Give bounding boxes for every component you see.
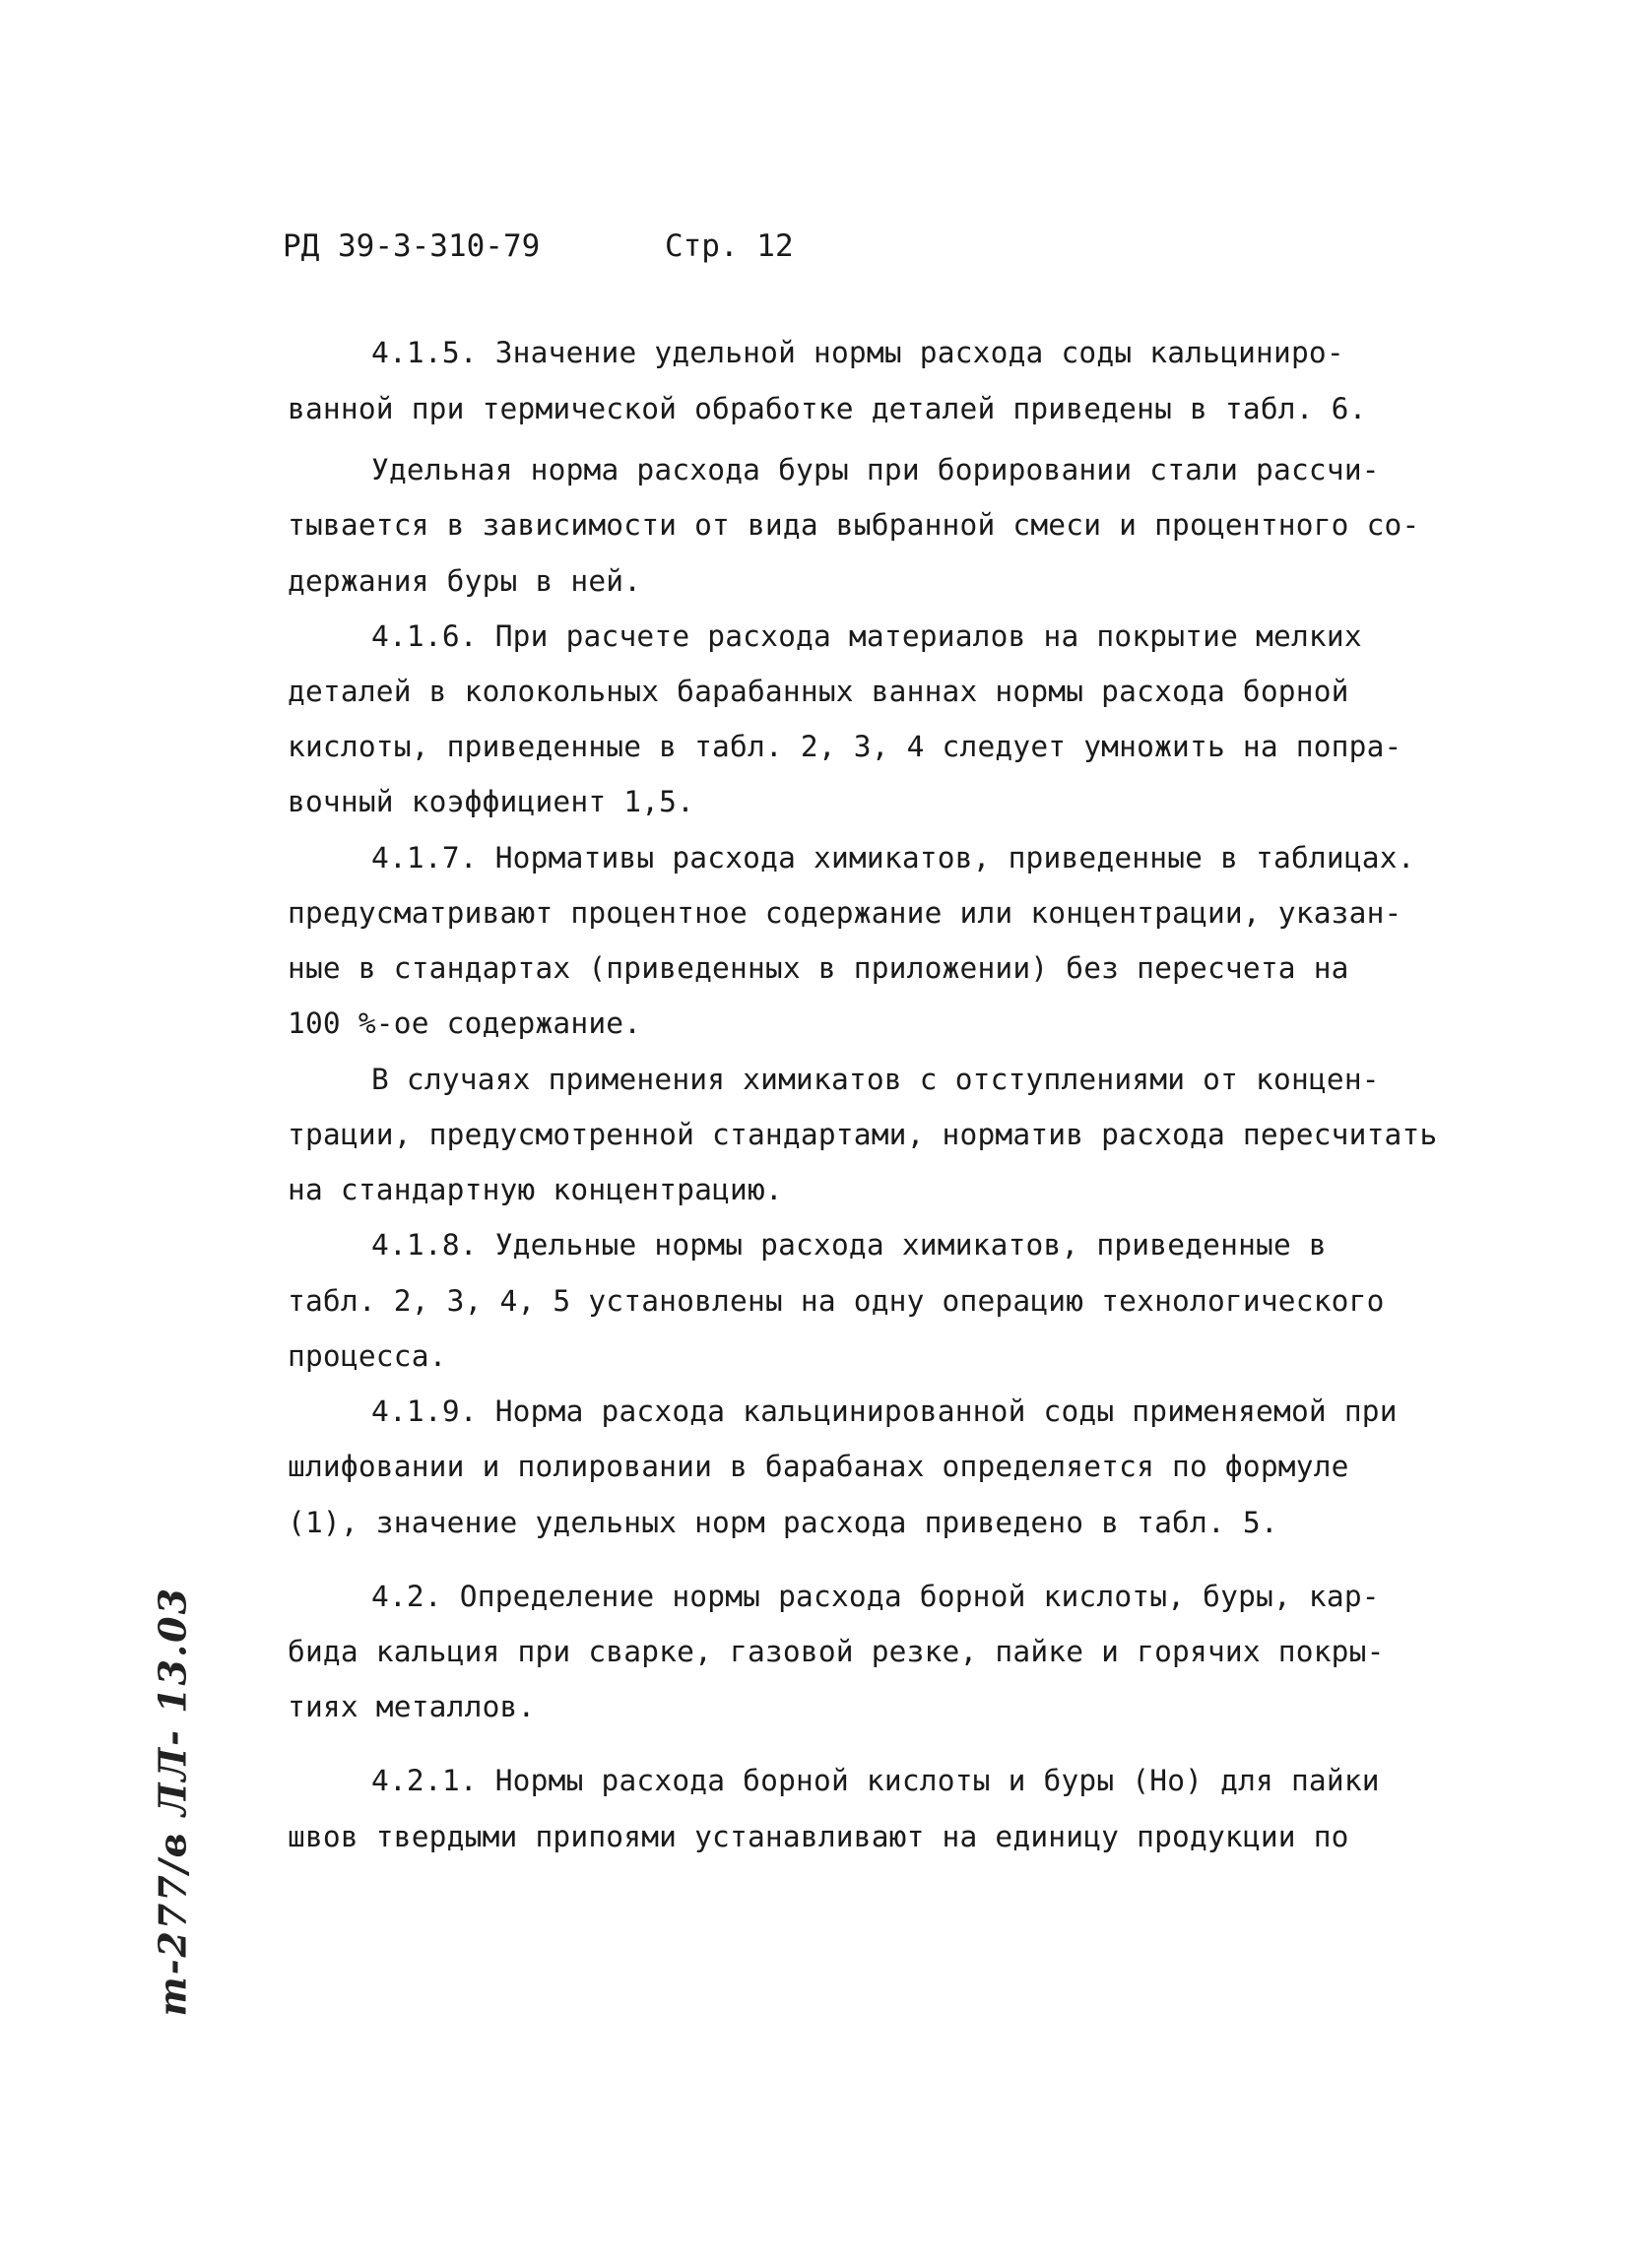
text-line: 4.1.5. Значение удельной нормы расхода соды кальциниро-	[371, 336, 1344, 369]
text-line: вочный коэффициент 1,5.	[288, 785, 695, 818]
document-code: РД 39-3-310-79	[283, 228, 541, 264]
text-line: процесса.	[288, 1339, 447, 1373]
text-line: предусматривают процентное содержание или концентрации, указан-	[288, 896, 1402, 930]
text-line: на стандартную концентрацию.	[288, 1173, 783, 1206]
text-line: 4.2. Определение нормы расхода борной кислоты, буры, кар-	[371, 1580, 1380, 1613]
text-line: деталей в колокольных барабанных ваннах нормы расхода борной	[288, 675, 1349, 708]
handwritten-mark-text: т-277/в ЛЛ- 13.03	[150, 1586, 195, 2017]
text-line: держания буры в ней.	[288, 564, 642, 598]
text-line: тывается в зависимости от вида выбранной смеси и процентного со-	[288, 508, 1420, 542]
text-line: бида кальция при сварке, газовой резке, пайке и горячих покры-	[288, 1635, 1385, 1668]
text-line: 4.1.6. При расчете расхода материалов на покрытие мелких	[371, 619, 1362, 653]
text-line: (1), значение удельных норм расхода приведено в табл. 5.	[288, 1506, 1278, 1539]
text-line: шлифовании и полировании в барабанах определяется по формуле	[288, 1450, 1349, 1483]
text-line: 4.1.9. Норма расхода кальцинированной соды применяемой при	[371, 1394, 1398, 1428]
text-line: В случаях применения химикатов с отступлениями от концен-	[371, 1063, 1380, 1096]
page-number: Стр. 12	[664, 228, 794, 264]
text-line: 4.2.1. Нормы расхода борной кислоты и буры (Но) для пайки	[371, 1764, 1380, 1797]
page-header	[283, 228, 794, 264]
text-line: 4.1.7. Нормативы расхода химикатов, приведенные в таблицах.	[371, 841, 1415, 875]
text-line: тиях металлов.	[288, 1690, 536, 1723]
text-line: 100 %-ое содержание.	[288, 1006, 642, 1040]
text-line: трации, предусмотренной стандартами, норматив расхода пересчитать	[288, 1118, 1438, 1151]
text-line: 4.1.8. Удельные нормы расхода химикатов, приведенные в	[371, 1228, 1327, 1262]
text-line: ные в стандартах (приведенных в приложении) без пересчета на	[288, 951, 1349, 985]
text-line: ванной при термической обработке деталей приведены в табл. 6.	[288, 392, 1367, 425]
text-line: кислоты, приведенные в табл. 2, 3, 4 следует умножить на попра-	[288, 730, 1402, 763]
text-line: швов твердыми припоями устанавливают на единицу продукции по	[288, 1820, 1349, 1853]
text-line: Удельная норма расхода буры при борировании стали рассчи-	[371, 453, 1380, 486]
text-line: табл. 2, 3, 4, 5 установлены на одну операцию технологического	[288, 1284, 1385, 1318]
handwritten-mark	[128, 1586, 217, 2019]
